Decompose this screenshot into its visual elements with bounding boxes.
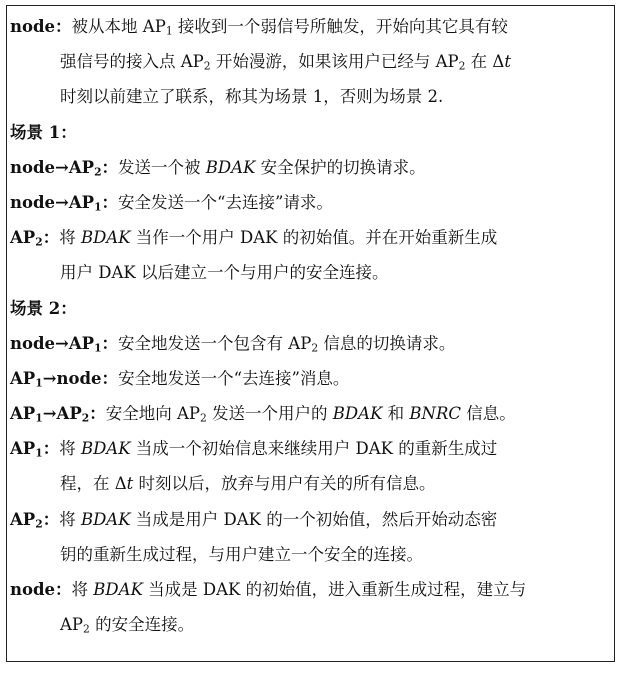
line-label: $AP_2$： bbox=[10, 509, 60, 531]
line-text: 程，在 Δt 时刻以后，放弃与用户有关的所有信息。 bbox=[60, 474, 436, 494]
line-text: 强信号的接入点 $AP_2$ 开始漫游，如果该用户已经与 $AP_2$ 在 Δt bbox=[60, 52, 511, 73]
line-6 bbox=[10, 185, 610, 220]
line-label: $AP_1$： bbox=[10, 439, 60, 460]
line-11 bbox=[10, 361, 610, 396]
line-text: 安全地发送一个包含有 $AP_2$ 信息的切换请求。 bbox=[118, 333, 456, 355]
line-7 bbox=[10, 220, 610, 255]
scene-heading: 场景 1： bbox=[10, 122, 77, 142]
line-15 bbox=[10, 502, 610, 537]
line-text: 时刻以前建立了联系，称其为场景 1，否则为场景 2. bbox=[60, 87, 444, 107]
line-text: 用户 DAK 以后建立一个与用户的安全连接。 bbox=[60, 263, 389, 283]
line-12 bbox=[10, 396, 610, 431]
line-8 bbox=[10, 255, 610, 290]
line-18 bbox=[10, 607, 610, 642]
line-label: $node\to AP_2$： bbox=[10, 157, 119, 179]
line-label: node： bbox=[10, 17, 72, 36]
line-text: 将 BDAK 当作一个用户 DAK 的初始值。并在开始重新生成 bbox=[59, 228, 498, 248]
line-text: 将 BDAK 当成一个初始信息来继续用户 DAK 的重新生成过 bbox=[59, 439, 498, 459]
line-text: 钥的重新生成过程，与用户建立一个安全的连接。 bbox=[60, 544, 423, 564]
line-17 bbox=[10, 572, 610, 607]
line-text: 安全地发送一个“去连接”消息。 bbox=[118, 368, 350, 388]
scene-2-heading bbox=[10, 291, 610, 326]
line-10 bbox=[10, 326, 610, 361]
line-text: 被从本地 $AP_1$ 接收到一个弱信号所触发，开始向其它具有较 bbox=[71, 17, 508, 38]
line-label: node： bbox=[10, 580, 72, 599]
line-1 bbox=[10, 9, 610, 44]
line-text: $AP_2$ 的安全连接。 bbox=[60, 615, 195, 636]
line-text: 安全地向 $AP_2$ 发送一个用户的 BDAK 和 BNRC 信息。 bbox=[105, 404, 516, 425]
line-16 bbox=[10, 537, 610, 572]
line-3 bbox=[10, 79, 610, 114]
scene-heading: 场景 2： bbox=[10, 298, 77, 318]
line-label: $AP_2$： bbox=[10, 228, 60, 249]
line-14 bbox=[10, 466, 610, 501]
line-5 bbox=[10, 150, 610, 185]
line-label: $node\to AP_1$： bbox=[10, 333, 119, 355]
line-label: $node\to AP_1$： bbox=[10, 192, 119, 214]
line-text: 发送一个被 BDAK 安全保护的切换请求。 bbox=[118, 157, 426, 177]
scene-1-heading bbox=[10, 115, 610, 150]
line-13 bbox=[10, 431, 610, 466]
line-label: $AP_1\to AP_2$： bbox=[10, 404, 106, 425]
line-label: $AP_1\to node$： bbox=[10, 368, 119, 390]
line-2 bbox=[10, 44, 610, 79]
protocol-text bbox=[10, 9, 610, 642]
line-text: 将 BDAK 当成是 DAK 的初始值，进入重新生成过程，建立与 bbox=[71, 580, 527, 599]
line-text: 将 BDAK 当成是用户 DAK 的一个初始值，然后开始动态密 bbox=[59, 509, 498, 529]
line-text: 安全发送一个“去连接”请求。 bbox=[118, 192, 333, 212]
